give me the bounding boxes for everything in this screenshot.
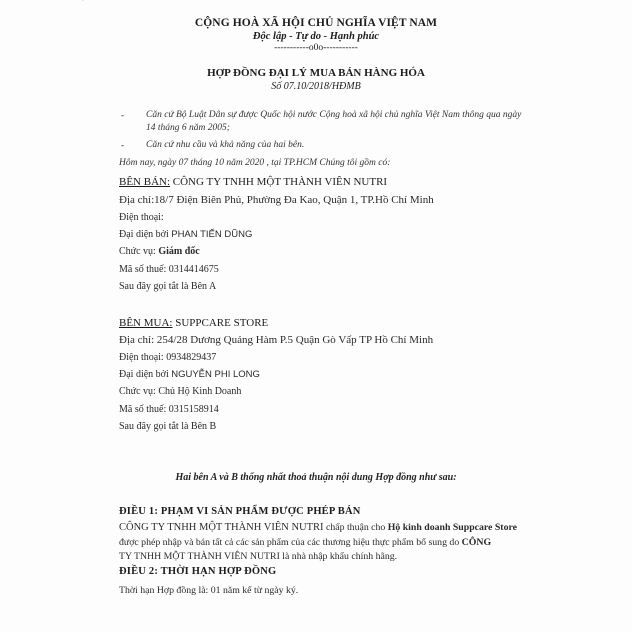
seller-label: BÊN BÁN: — [119, 176, 171, 188]
article-1-line-1-mid: chấp thuận cho — [323, 522, 388, 533]
article-2-title: ĐIỀU 2: THỜI HẠN HỢP ĐỒNG — [119, 566, 277, 577]
buyer-heading — [119, 317, 268, 329]
buyer-position — [119, 386, 241, 397]
article-1-line-3-text: là nhà nhập khẩu chính hãng. — [279, 551, 398, 562]
buyer-alias: Sau đây gọi tắt là Bên B — [119, 421, 217, 432]
seller-phone-label: Điện thoại: — [119, 212, 164, 223]
seller-position-label: Chức vụ: — [119, 246, 156, 257]
buyer-rep-name: NGUYỄN PHI LONG — [171, 369, 260, 380]
article-1-line-2 — [119, 537, 491, 548]
seller-tax-value: 0314414675 — [168, 264, 219, 275]
buyer-tax-value: 0315158914 — [168, 404, 219, 415]
seller-rep-label: Đại diện bởi — [119, 229, 169, 240]
article-1-line-3 — [119, 551, 397, 562]
article-1-title: ĐIỀU 1: PHẠM VI SẢN PHẨM ĐƯỢC PHÉP BÁN — [119, 506, 361, 517]
buyer-phone — [119, 352, 216, 363]
date-line: Hôm nay, ngày 07 tháng 10 năm 2020 , tại TP.HCM Chúng tôi gồm có: — [119, 158, 391, 168]
seller-representative — [119, 229, 252, 240]
seller-position — [119, 246, 200, 257]
buyer-position-label: Chức vụ: — [119, 386, 156, 397]
motto: Độc lập - Tự do - Hạnh phúc — [252, 31, 380, 42]
buyer-representative — [119, 369, 260, 380]
seller-address-label: Địa chỉ: — [119, 194, 155, 206]
seller-name: CÔNG TY TNHH MỘT THÀNH VIÊN NUTRI — [170, 176, 388, 188]
legal-basis-2: Căn cứ nhu cầu và khả năng của hai bên. — [146, 140, 305, 150]
article-1-line-3-company: TY TNHH MỘT THÀNH VIÊN NUTRI — [119, 551, 280, 562]
buyer-address-value: 254/28 Dương Quảng Hàm P.5 Quận Gò Vấp TP Hồ Chí Minh — [156, 334, 434, 346]
seller-alias: Sau đây gọi tắt là Bên A — [119, 281, 217, 292]
article-1-line-1 — [119, 522, 517, 533]
buyer-phone-label: Điện thoại: — [119, 352, 164, 363]
buyer-name: SUPPCARE STORE — [172, 317, 269, 329]
article-2-text: Thời hạn Hợp đồng là: 01 năm kể từ ngày ký. — [119, 585, 299, 596]
buyer-tax-label: Mã số thuế: — [119, 404, 167, 415]
buyer-rep-label: Đại diện bởi — [119, 369, 169, 380]
seller-heading — [119, 176, 387, 188]
buyer-tax — [119, 404, 219, 415]
legal-basis-1: Căn cứ Bộ Luật Dân sự được Quốc hội nước Cộng hoà xã hội chủ nghĩa Việt Nam thông qua ngày 14 tháng 6 năm 2005; — [146, 110, 522, 133]
seller-tax-label: Mã số thuế: — [119, 264, 167, 275]
buyer-address-label: Địa chỉ: — [119, 334, 155, 346]
contract-title: HỢP ĐỒNG ĐẠI LÝ MUA BÁN HÀNG HÓA — [207, 67, 425, 79]
seller-phone — [119, 212, 164, 223]
seller-tax — [119, 264, 219, 275]
contract-number: Số 07.10/2018/HĐMB — [271, 81, 361, 92]
scan-mark — [82, 0, 107, 1]
article-1-line-2-bold: CÔNG — [461, 537, 492, 548]
nation-title: CỘNG HOÀ XÃ HỘI CHỦ NGHĨA VIỆT NAM — [194, 17, 438, 29]
basis-bullet-2: - — [121, 141, 125, 151]
agreement-statement: Hai bên A và B thống nhất thoả thuận nội dung Hợp đồng như sau: — [175, 472, 457, 483]
seller-address — [119, 194, 434, 206]
seller-position-value: Giám đốc — [155, 246, 200, 257]
seller-rep-name: PHAN TIẾN DŨNG — [171, 229, 253, 240]
buyer-phone-value: 0934829437 — [166, 352, 217, 363]
article-1-line-2-text: được phép nhập và bán tất cả các sản phẩm của các thương hiệu thực phẩm bổ sung do — [119, 537, 462, 548]
buyer-label: BÊN MUA: — [119, 317, 173, 329]
seller-address-value: 18/7 Điện Biên Phủ, Phường Đa Kao, Quận 1, TP.Hồ Chí Minh — [154, 194, 434, 206]
header-separator: -----------o0o----------- — [274, 43, 358, 53]
article-1-business: Hộ kinh doanh Suppcare Store — [387, 522, 517, 533]
article-1-company: CÔNG TY TNHH MỘT THÀNH VIÊN NUTRI — [119, 522, 324, 533]
buyer-position-value: Chủ Hộ Kinh Doanh — [158, 386, 242, 397]
buyer-address — [119, 334, 433, 346]
basis-bullet-1: - — [121, 111, 125, 121]
